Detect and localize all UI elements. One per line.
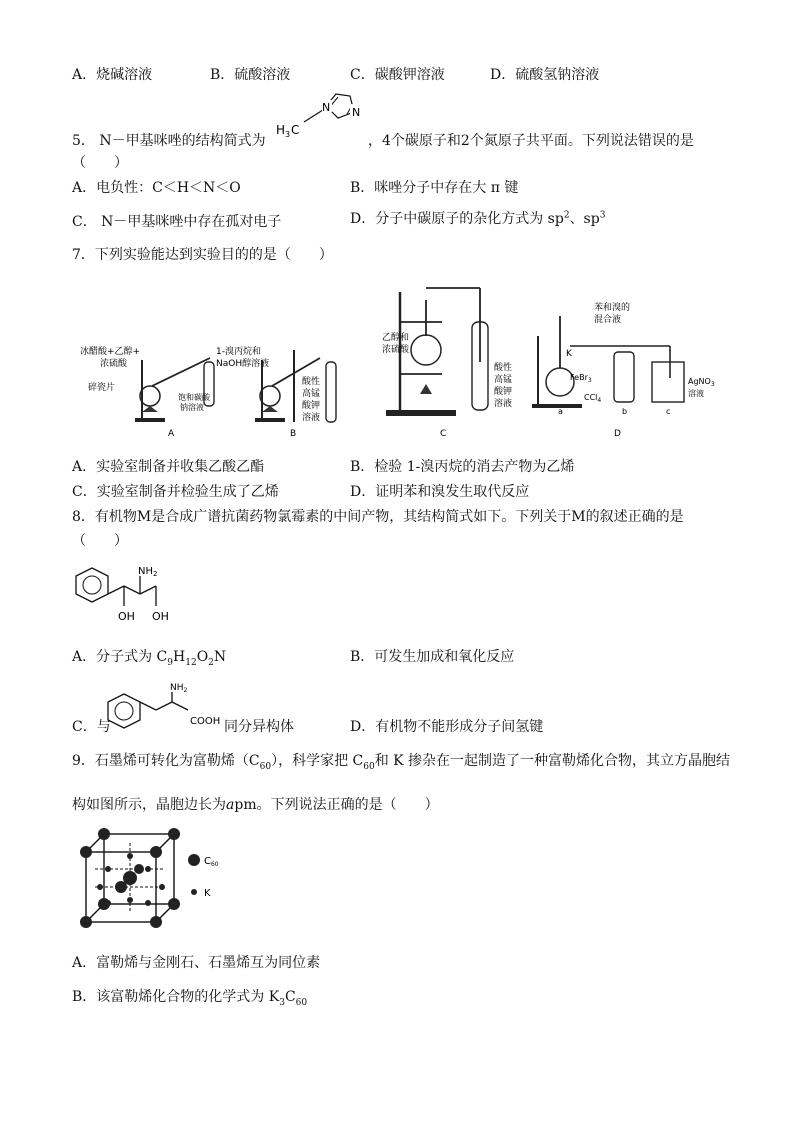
svg-text:c: c <box>666 407 671 416</box>
svg-text:浓硫酸: 浓硫酸 <box>100 359 128 369</box>
svg-text:溶液: 溶液 <box>302 413 321 423</box>
q9-option-a: A．富勒烯与金刚石、石墨烯互为同位素 <box>72 955 321 971</box>
q7-option-a: A．实验室制备并收集乙酸乙酯 <box>72 459 265 475</box>
q7-option-c: C．实验室制备并检验生成了乙烯 <box>72 484 279 500</box>
apparatus-b <box>210 340 360 440</box>
svg-text:CCl4: CCl$_4$ <box>584 393 602 404</box>
svg-text:1-溴丙烷和: 1-溴丙烷和 <box>216 347 261 357</box>
svg-text:D: D <box>614 429 621 439</box>
imidazole-n2: N <box>352 106 361 119</box>
crystal-cell-figure <box>78 828 238 938</box>
svg-text:钠溶液: 钠溶液 <box>180 403 204 412</box>
q4-option-a: A．烧碱溶液 <box>72 67 153 83</box>
q9-stem-line1: 9．石墨烯可转化为富勒烯$(C_{60})$，科学家把 $C_{60}$和 K 掺杂在一起制造了一种富勒烯化合物，其立方晶胞结 <box>72 753 731 772</box>
svg-text:高锰: 高锰 <box>302 389 321 399</box>
svg-text:NaOH醇溶液: NaOH醇溶液 <box>216 359 270 369</box>
svg-text:高锰: 高锰 <box>494 375 513 385</box>
svg-text:碎瓷片: 碎瓷片 <box>88 383 116 393</box>
phenylalanine-structure <box>104 680 234 736</box>
compound-m-structure <box>72 560 192 630</box>
apparatus-d <box>530 296 730 442</box>
svg-text:溶液: 溶液 <box>494 399 513 409</box>
n-methylimidazole-structure <box>272 86 372 146</box>
q9-option-b: B．该富勒烯化合物的化学式为 $K_3C_{60}$ <box>72 989 308 1008</box>
methyl-h-sub: 3 <box>285 130 291 139</box>
q7-option-d: D．证明苯和溴发生取代反应 <box>350 484 530 500</box>
q5-paren: （ ） <box>72 155 128 171</box>
q5-stem-suffix: ，4个碳原子和2个氮原子共平面。下列说法错误的是 <box>368 133 694 149</box>
svg-text:OH: OH <box>118 610 135 623</box>
q8-option-a: A．分子式为 $C_9H_{12}O_2N$ <box>72 649 227 668</box>
methyl-c: C <box>291 123 300 137</box>
q5-option-b: B．咪唑分子中存在大 π 键 <box>350 180 519 196</box>
svg-text:酸钾: 酸钾 <box>494 387 513 397</box>
q8-option-d: D．有机物不能形成分子间氢键 <box>350 719 544 735</box>
svg-text:a: a <box>558 407 563 416</box>
svg-text:饱和碳酸: 饱和碳酸 <box>178 393 210 402</box>
svg-text:酸钾: 酸钾 <box>302 401 321 411</box>
q4-option-b: B．硫酸溶液 <box>210 67 291 83</box>
svg-text:OH: OH <box>152 610 169 623</box>
q4-option-d: D．硫酸氢钠溶液 <box>490 67 600 83</box>
methyl-h: H <box>276 123 286 137</box>
q9-stem-line2: 构如图所示，晶胞边长为apm。下列说法正确的是（ ） <box>72 797 439 813</box>
apparatus-a <box>80 340 230 440</box>
q8-option-c-suffix: 同分异构体 <box>224 719 294 735</box>
svg-text:COOH: COOH <box>190 716 221 727</box>
svg-text:C60: $C_{60}$ <box>204 856 219 868</box>
q5-option-a: A．电负性：C＜H＜N＜O <box>72 180 241 196</box>
svg-text:苯和溴的: 苯和溴的 <box>594 303 631 313</box>
q7-stem: 7．下列实验能达到实验目的的是（ ） <box>72 247 333 263</box>
svg-text:b: b <box>622 407 628 416</box>
q4-option-c: C．碳酸钾溶液 <box>350 67 445 83</box>
q8-paren: （ ） <box>72 533 128 549</box>
q5-stem-prefix: 5． N－甲基咪唑的结构简式为 <box>72 133 266 149</box>
svg-text:B: B <box>290 429 297 439</box>
svg-text:浓硫酸: 浓硫酸 <box>382 345 410 355</box>
svg-text:NH2: $NH_2$ <box>138 566 158 578</box>
q5-option-d: D．分子中碳原子的杂化方式为 $sp^2$、$sp^3$ <box>350 210 606 227</box>
svg-text:FeBr3: FeBr$_3$ <box>570 373 592 384</box>
q5-option-c: C． N－甲基咪唑中存在孤对电子 <box>72 214 282 230</box>
svg-text:混合液: 混合液 <box>594 315 622 325</box>
q8-option-c-prefix: C．与 <box>72 719 111 735</box>
svg-text:冰醋酸+乙醇+: 冰醋酸+乙醇+ <box>80 347 141 357</box>
svg-text:K: K <box>566 349 572 359</box>
q8-option-b: B．可发生加成和氧化反应 <box>350 649 515 665</box>
svg-text:C: C <box>440 429 447 439</box>
svg-text:酸性: 酸性 <box>494 363 513 373</box>
svg-text:乙醇和: 乙醇和 <box>382 333 410 343</box>
svg-text:K: K <box>204 888 211 899</box>
svg-text:酸性: 酸性 <box>302 377 321 387</box>
apparatus-c <box>380 282 530 442</box>
q7-option-b: B．检验 1-溴丙烷的消去产物为乙烯 <box>350 459 575 475</box>
imidazole-n1: N <box>322 101 331 114</box>
svg-text:溶液: 溶液 <box>688 389 704 398</box>
svg-text:A: A <box>168 429 175 439</box>
svg-text:NH2: $NH_2$ <box>170 683 188 694</box>
svg-text:AgNO3: AgNO$_3$ <box>688 377 715 388</box>
q8-stem: 8．有机物M是合成广谱抗菌药物氯霉素的中间产物，其结构简式如下。下列关于M的叙述正确的是 <box>72 509 684 525</box>
